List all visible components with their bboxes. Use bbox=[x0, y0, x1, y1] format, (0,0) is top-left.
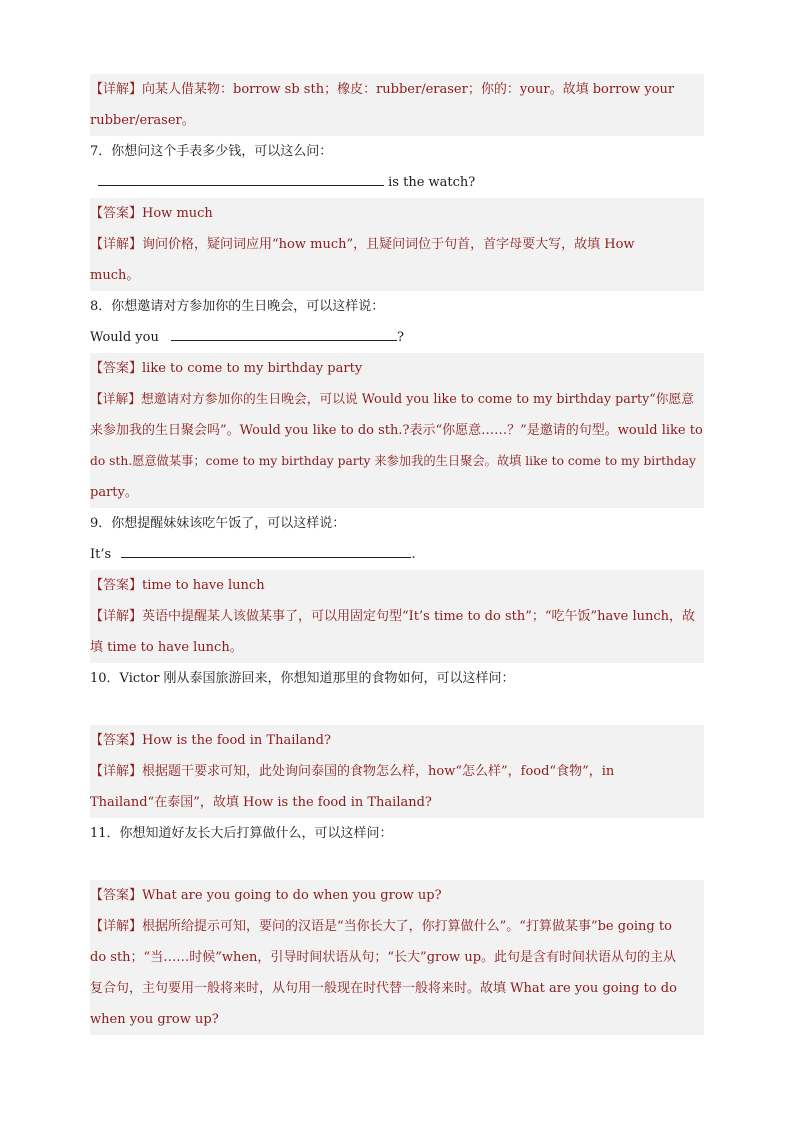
item9-prompt: It’s . bbox=[90, 539, 704, 570]
item10-answer-space bbox=[90, 694, 704, 725]
item9-answer-blank bbox=[121, 543, 411, 558]
item7-prompt: is the watch? bbox=[90, 167, 704, 198]
item8-answer-blank bbox=[171, 326, 397, 341]
item6-detail-line2: rubber/eraser。 bbox=[90, 113, 195, 128]
document-page bbox=[90, 74, 704, 1035]
answer-tag: 【答案】 bbox=[90, 206, 143, 221]
item10-detail-line2: Thailand“在泰国”，故填 How is the food in Thailand? bbox=[90, 795, 432, 810]
item9-answer: 【答案】time to have lunch bbox=[90, 578, 265, 593]
detail-tag: 【详解】 bbox=[90, 392, 141, 407]
detail-tag: 【详解】 bbox=[90, 919, 143, 934]
item9-detail-line2: 填 time to have lunch。 bbox=[90, 640, 243, 655]
item8-question: 8．你想邀请对方参加你的生日晚会，可以这样说： bbox=[90, 299, 385, 314]
item11-detail-line1: 【详解】根据所给提示可知，要问的汉语是“当你长大了，你打算做什么”。“打算做某事”be going to bbox=[90, 919, 672, 934]
item11-answer: 【答案】What are you going to do when you grow up? bbox=[90, 888, 442, 903]
item6-detail-line1: 【详解】向某人借某物：borrow sb sth；橡皮：rubber/eraser；你的：your。故填 borrow your bbox=[90, 82, 675, 97]
item8-prompt: Would you ? bbox=[90, 322, 704, 353]
answer-tag: 【答案】 bbox=[90, 578, 143, 593]
item7-answer-blank bbox=[98, 171, 384, 186]
answer-tag: 【答案】 bbox=[90, 733, 143, 748]
item6-detail-block bbox=[90, 74, 704, 136]
item7-answer: 【答案】How much bbox=[90, 206, 213, 221]
item8-answer: 【答案】like to come to my birthday party bbox=[90, 361, 363, 376]
item8-detail-line4: party。 bbox=[90, 485, 138, 500]
item8-answer-block bbox=[90, 353, 704, 508]
detail-tag: 【详解】 bbox=[90, 82, 143, 97]
item8-detail-line3: do sth.愿意做某事；come to my birthday party 来参加我的生日聚会。故填 like to come to my birthday bbox=[90, 454, 696, 468]
item9-question: 9．你想提醒妹妹该吃午饭了，可以这样说： bbox=[90, 516, 346, 531]
item8-detail-line1: 【详解】想邀请对方参加你的生日晚会，可以说 Would you like to come to my birthday party“你愿意 bbox=[90, 392, 695, 407]
item10-answer: 【答案】How is the food in Thailand? bbox=[90, 733, 331, 748]
item8-detail-line2: 来参加我的生日聚会吗”。Would you like to do sth.?表示“你愿意……？”是邀请的句型。would like to bbox=[90, 423, 703, 438]
item11-question: 11．你想知道好友长大后打算做什么，可以这样问： bbox=[90, 826, 393, 841]
item11-answer-space bbox=[90, 849, 704, 880]
item7-question: 7．你想问这个手表多少钱，可以这么问： bbox=[90, 144, 333, 159]
item9-answer-block bbox=[90, 570, 704, 663]
item10-question: 10．Victor 刚从泰国旅游回来，你想知道那里的食物如何，可以这样问： bbox=[90, 671, 515, 686]
answer-tag: 【答案】 bbox=[90, 888, 143, 903]
item11-answer-block bbox=[90, 880, 704, 1035]
item11-detail-line2: do sth；“当……时候”when，引导时间状语从句；“长大”grow up。此句是含有时间状语从句的主从 bbox=[90, 950, 677, 965]
item7-detail-line1: 【详解】询问价格，疑问词应用“how much”，且疑问词位于句首，首字母要大写，故填 How bbox=[90, 237, 635, 252]
item11-detail-line4: when you grow up? bbox=[90, 1012, 219, 1027]
item10-detail-line1: 【详解】根据题干要求可知，此处询问泰国的食物怎么样，how“怎么样”，food“食物”，in bbox=[90, 764, 615, 779]
answer-tag: 【答案】 bbox=[90, 361, 143, 376]
item7-answer-block bbox=[90, 198, 704, 291]
item11-detail-line3: 复合句，主句要用一般将来时，从句用一般现在时代替一般将来时。故填 What are you going to do bbox=[90, 981, 677, 996]
item9-detail-line1: 【详解】英语中提醒某人该做某事了，可以用固定句型“It’s time to do sth”；“吃午饭”have lunch，故 bbox=[90, 609, 696, 624]
item10-answer-block bbox=[90, 725, 704, 818]
detail-tag: 【详解】 bbox=[90, 764, 143, 779]
detail-tag: 【详解】 bbox=[90, 609, 143, 624]
item7-detail-line2: much。 bbox=[90, 268, 140, 283]
detail-tag: 【详解】 bbox=[90, 237, 143, 252]
